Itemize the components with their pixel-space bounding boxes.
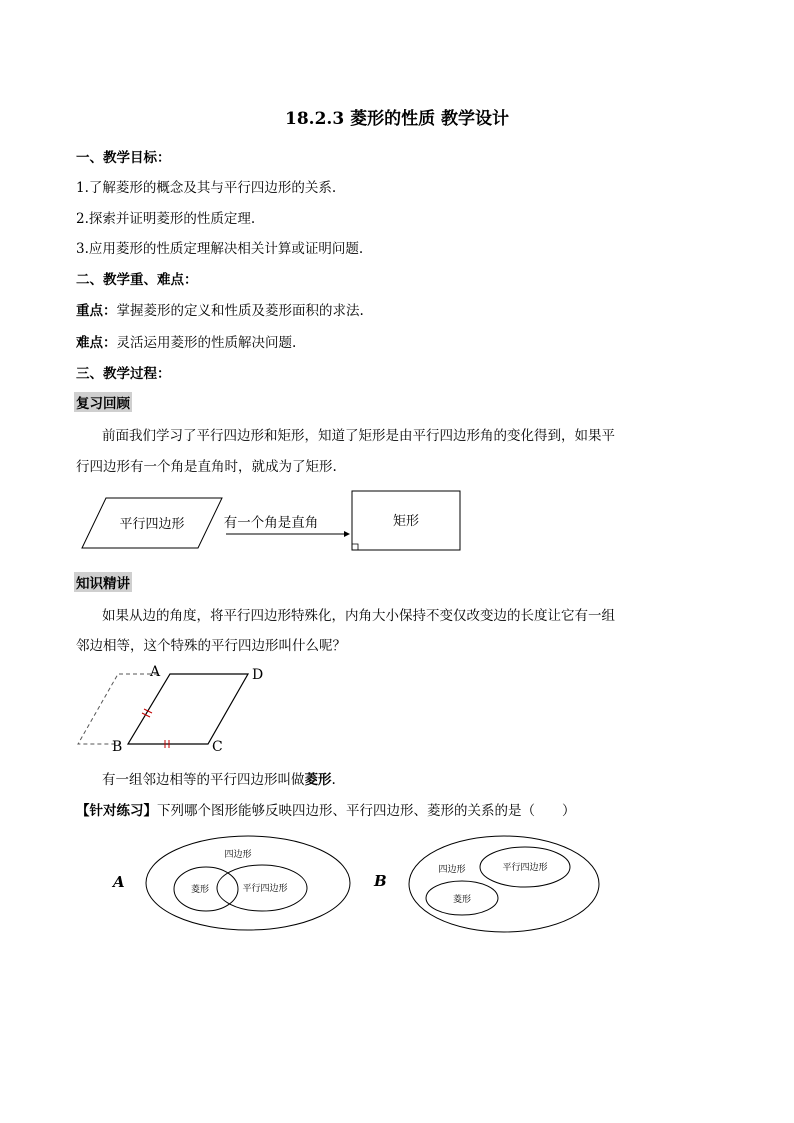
definition-term: 菱形 bbox=[304, 772, 332, 788]
definition-prefix: 有一组邻边相等的平行四边形叫做 bbox=[102, 772, 305, 788]
arrow-head bbox=[344, 531, 350, 537]
key-point-text: 掌握菱形的定义和性质及菱形面积的求法. bbox=[116, 303, 364, 319]
difficult-point-label: 难点： bbox=[76, 335, 117, 351]
review-tag: 复习回顾 bbox=[74, 392, 132, 412]
option-a-letter: A bbox=[113, 873, 125, 891]
right-angle-mark bbox=[352, 544, 358, 550]
rhombus-definition bbox=[102, 768, 336, 788]
option-b-letter: B bbox=[374, 872, 387, 890]
rhombus-figure bbox=[70, 660, 280, 760]
knowledge-paragraph-line-2: 邻边相等，这个特殊的平行四边形叫什么呢？ bbox=[76, 638, 346, 654]
knowledge-paragraph-line-1: 如果从边的角度，将平行四边形特殊化，内角大小保持不变仅改变边的长度让它有一组 bbox=[102, 608, 615, 624]
difficult-point-text: 灵活运用菱形的性质解决问题. bbox=[116, 335, 297, 351]
rectangle-label: 矩形 bbox=[392, 514, 420, 529]
option-b-quadrilateral-label: 四边形 bbox=[438, 865, 466, 875]
vertex-d-label: D bbox=[252, 667, 264, 683]
option-b-diagram bbox=[368, 830, 608, 942]
parallelogram-to-rectangle-diagram bbox=[76, 488, 476, 556]
review-paragraph-line-2: 行四边形有一个角是直角时，就成为了矩形. bbox=[76, 459, 337, 475]
section1-heading: 一、教学目标： bbox=[76, 150, 171, 166]
option-b-parallelogram-label: 平行四边形 bbox=[502, 863, 548, 873]
key-point bbox=[76, 299, 364, 319]
key-point-label: 重点： bbox=[76, 303, 117, 319]
option-b-rhombus-label: 菱形 bbox=[452, 895, 472, 905]
review-paragraph-line-1: 前面我们学习了平行四边形和矩形，知道了矩形是由平行四边形角的变化得到，如果平 bbox=[102, 428, 615, 444]
practice-question bbox=[76, 799, 576, 819]
arrow-condition-label: 有一个角是直角 bbox=[223, 515, 319, 531]
vertex-b-label: B bbox=[112, 739, 123, 755]
objective-item-1: 1.了解菱形的概念及其与平行四边形的关系. bbox=[76, 180, 337, 196]
vertex-c-label: C bbox=[212, 739, 223, 755]
definition-suffix: . bbox=[331, 772, 336, 788]
rhombus-shape bbox=[128, 674, 248, 744]
option-b-quadrilateral-ellipse bbox=[409, 836, 599, 932]
objective-item-2: 2.探索并证明菱形的性质定理. bbox=[76, 211, 256, 227]
difficult-point bbox=[76, 331, 296, 351]
option-a-quadrilateral-label: 四边形 bbox=[224, 850, 252, 860]
practice-label: 【针对练习】 bbox=[76, 803, 157, 819]
option-a-diagram bbox=[105, 832, 355, 940]
page-title: 18.2.3 菱形的性质 教学设计 bbox=[285, 109, 509, 129]
dashed-parallelogram-outline bbox=[78, 674, 158, 744]
section3-heading: 三、教学过程： bbox=[76, 366, 171, 382]
section2-heading: 二、教学重、难点： bbox=[76, 272, 198, 288]
parallelogram-label: 平行四边形 bbox=[119, 517, 185, 532]
objective-item-3: 3.应用菱形的性质定理解决相关计算或证明问题. bbox=[76, 241, 364, 257]
vertex-a-label: A bbox=[150, 664, 161, 680]
option-a-rhombus-label: 菱形 bbox=[190, 885, 210, 895]
practice-text: 下列哪个图形能够反映四边形、平行四边形、菱形的关系的是（ ） bbox=[157, 803, 576, 819]
option-a-parallelogram-label: 平行四边形 bbox=[242, 884, 288, 894]
knowledge-tag: 知识精讲 bbox=[74, 572, 132, 592]
